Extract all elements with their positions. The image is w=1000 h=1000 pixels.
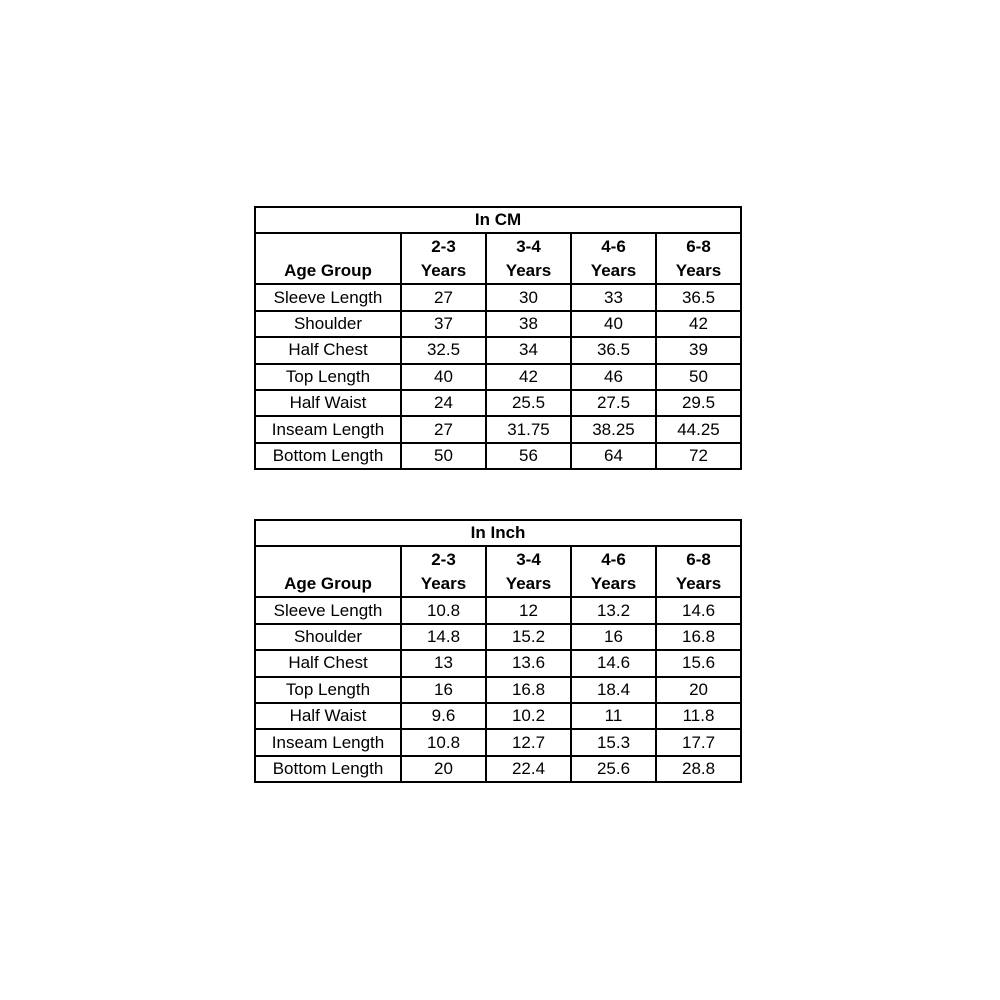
table-cell: 38 [486, 311, 571, 337]
table-cell: 38.25 [571, 416, 656, 442]
table-cell: 36.5 [656, 284, 741, 310]
table-row [255, 311, 741, 337]
table-cell: 42 [486, 364, 571, 390]
row-label: Sleeve Length [255, 597, 401, 623]
table-row [255, 284, 741, 310]
table-cell: 39 [656, 337, 741, 363]
table-row [255, 650, 741, 676]
table-cell: 40 [401, 364, 486, 390]
table-cell: 27 [401, 416, 486, 442]
row-label: Half Waist [255, 390, 401, 416]
table-row [255, 756, 741, 782]
column-header: 6-8 Years [656, 546, 741, 597]
table-cell: 36.5 [571, 337, 656, 363]
row-label: Inseam Length [255, 416, 401, 442]
table-cell: 27.5 [571, 390, 656, 416]
table-cell: 22.4 [486, 756, 571, 782]
column-header: 3-4 Years [486, 233, 571, 284]
age-group-header: Age Group [255, 546, 401, 597]
row-label: Sleeve Length [255, 284, 401, 310]
table-row [255, 337, 741, 363]
table-cell: 56 [486, 443, 571, 469]
table-cell: 14.6 [656, 597, 741, 623]
table-cell: 30 [486, 284, 571, 310]
table-cell: 10.8 [401, 597, 486, 623]
table-row [255, 597, 741, 623]
column-header: 3-4 Years [486, 546, 571, 597]
table-cell: 29.5 [656, 390, 741, 416]
table-cell: 15.2 [486, 624, 571, 650]
table-cell: 50 [401, 443, 486, 469]
table-cell: 18.4 [571, 677, 656, 703]
column-header: 2-3 Years [401, 546, 486, 597]
row-label: Bottom Length [255, 756, 401, 782]
row-label: Bottom Length [255, 443, 401, 469]
table-cell: 50 [656, 364, 741, 390]
size-table-inch [254, 519, 742, 783]
table-row [255, 390, 741, 416]
table-row [255, 443, 741, 469]
table-row [255, 729, 741, 755]
table-cell: 42 [656, 311, 741, 337]
header-row [255, 233, 741, 284]
table-cell: 10.2 [486, 703, 571, 729]
table-row [255, 416, 741, 442]
table-cell: 28.8 [656, 756, 741, 782]
table-cell: 44.25 [656, 416, 741, 442]
table-cell: 11.8 [656, 703, 741, 729]
table-cell: 10.8 [401, 729, 486, 755]
row-label: Half Waist [255, 703, 401, 729]
table-cell: 20 [656, 677, 741, 703]
row-label: Shoulder [255, 624, 401, 650]
table-row [255, 364, 741, 390]
table-cell: 15.3 [571, 729, 656, 755]
table-cell: 16 [401, 677, 486, 703]
table-row [255, 624, 741, 650]
table-cell: 25.6 [571, 756, 656, 782]
row-label: Shoulder [255, 311, 401, 337]
table-title: In CM [255, 207, 741, 233]
table-cell: 40 [571, 311, 656, 337]
table-cell: 12 [486, 597, 571, 623]
table-cell: 24 [401, 390, 486, 416]
table-cell: 46 [571, 364, 656, 390]
table-cell: 13.6 [486, 650, 571, 676]
header-row [255, 546, 741, 597]
column-header: 4-6 Years [571, 233, 656, 284]
age-group-header: Age Group [255, 233, 401, 284]
row-label: Half Chest [255, 337, 401, 363]
table-title: In Inch [255, 520, 741, 546]
column-header: 2-3 Years [401, 233, 486, 284]
table-cell: 27 [401, 284, 486, 310]
table-cell: 34 [486, 337, 571, 363]
table-cell: 64 [571, 443, 656, 469]
table-cell: 15.6 [656, 650, 741, 676]
size-table-cm [254, 206, 742, 470]
table-cell: 16.8 [486, 677, 571, 703]
table-cell: 14.8 [401, 624, 486, 650]
table-cell: 25.5 [486, 390, 571, 416]
table-cell: 31.75 [486, 416, 571, 442]
table-cell: 32.5 [401, 337, 486, 363]
table-cell: 14.6 [571, 650, 656, 676]
row-label: Top Length [255, 364, 401, 390]
table-cell: 33 [571, 284, 656, 310]
table-row [255, 703, 741, 729]
table-cell: 72 [656, 443, 741, 469]
table-cell: 12.7 [486, 729, 571, 755]
table-cell: 16.8 [656, 624, 741, 650]
table-cell: 13.2 [571, 597, 656, 623]
column-header: 4-6 Years [571, 546, 656, 597]
row-label: Inseam Length [255, 729, 401, 755]
table-cell: 16 [571, 624, 656, 650]
table-cell: 9.6 [401, 703, 486, 729]
table-cell: 20 [401, 756, 486, 782]
row-label: Top Length [255, 677, 401, 703]
table-cell: 17.7 [656, 729, 741, 755]
table-row [255, 677, 741, 703]
table-cell: 11 [571, 703, 656, 729]
row-label: Half Chest [255, 650, 401, 676]
column-header: 6-8 Years [656, 233, 741, 284]
table-cell: 37 [401, 311, 486, 337]
table-cell: 13 [401, 650, 486, 676]
